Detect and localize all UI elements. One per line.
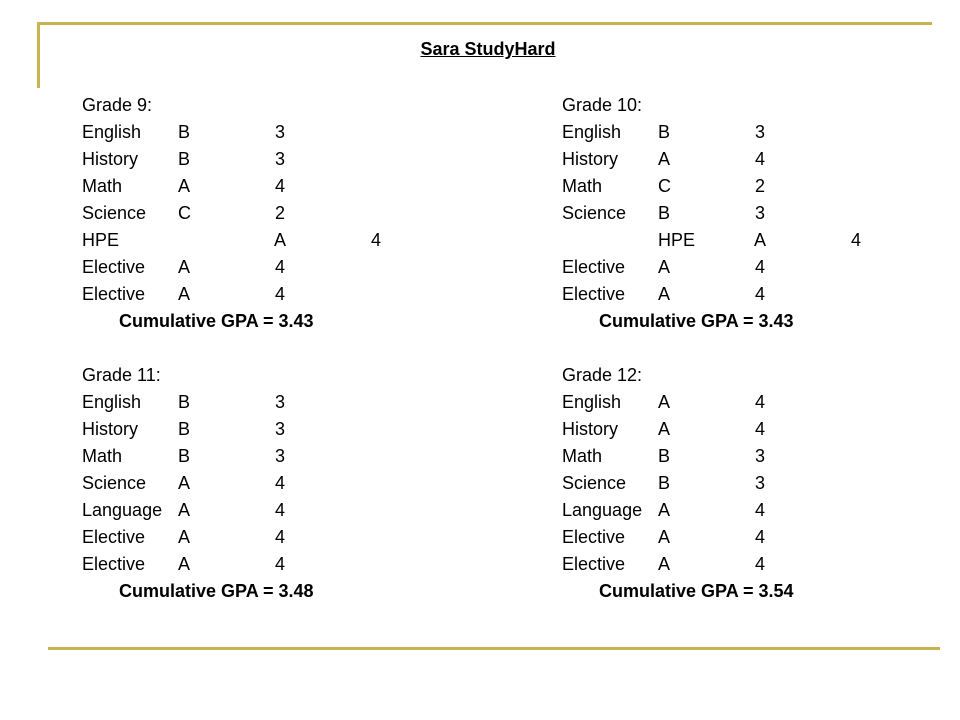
course-row: [562, 470, 794, 497]
course-subject: History: [562, 419, 619, 439]
course-letter-grade: A: [658, 419, 671, 439]
course-letter-grade: A: [658, 284, 671, 304]
top-rule: [40, 22, 932, 25]
course-subject: Language: [82, 500, 163, 520]
grade-label: Grade 11:: [82, 365, 161, 385]
course-subject: HPE: [658, 230, 696, 250]
grade-label: Grade 10:: [562, 95, 643, 115]
course-row: [82, 281, 314, 308]
course-grade-points: 4: [755, 554, 766, 574]
course-subject: English: [82, 392, 142, 412]
course-grade-points: 4: [371, 230, 382, 250]
cumulative-gpa: Cumulative GPA = 3.48: [119, 581, 314, 601]
course-grade-points: 4: [755, 527, 766, 547]
course-subject: Elective: [562, 527, 626, 547]
course-row: [562, 524, 794, 551]
course-row: [562, 254, 794, 281]
course-subject: Science: [562, 473, 627, 493]
course-grade-points: 3: [755, 122, 766, 142]
course-letter-grade: A: [274, 230, 287, 250]
cumulative-gpa: Cumulative GPA = 3.54: [599, 581, 794, 601]
course-row: [562, 416, 794, 443]
course-letter-grade: B: [658, 122, 671, 142]
course-subject: Science: [82, 203, 147, 223]
course-subject: English: [562, 392, 622, 412]
grade-block-10: [562, 92, 862, 335]
course-letter-grade: B: [178, 392, 191, 412]
course-row: [82, 524, 314, 551]
bottom-rule: [48, 647, 940, 650]
course-grade-points: 3: [755, 473, 766, 493]
course-grade-points: 4: [275, 473, 286, 493]
course-grade-points: 4: [275, 176, 286, 196]
course-row: [82, 173, 314, 200]
course-grade-points: 4: [755, 149, 766, 169]
course-subject: Elective: [562, 284, 626, 304]
grade-block-9: [82, 92, 382, 335]
course-letter-grade: B: [178, 149, 191, 169]
course-row: [562, 227, 862, 254]
course-subject: Math: [82, 446, 123, 466]
course-grade-points: 4: [275, 527, 286, 547]
course-row: [562, 497, 794, 524]
grade-label: Grade 9:: [82, 95, 153, 115]
course-letter-grade: A: [178, 284, 191, 304]
course-row: [82, 227, 382, 254]
course-subject: English: [82, 122, 142, 142]
course-grade-points: 3: [275, 122, 286, 142]
course-grade-points: 3: [275, 419, 286, 439]
course-grade-points: 4: [275, 284, 286, 304]
course-letter-grade: A: [178, 554, 191, 574]
course-letter-grade: A: [658, 500, 671, 520]
course-row: [82, 497, 314, 524]
course-letter-grade: B: [178, 446, 191, 466]
course-grade-points: 3: [755, 446, 766, 466]
cumulative-gpa: Cumulative GPA = 3.43: [599, 311, 794, 331]
course-letter-grade: A: [658, 149, 671, 169]
course-subject: Math: [82, 176, 123, 196]
course-row: [82, 254, 314, 281]
course-row: [562, 146, 794, 173]
course-subject: Elective: [562, 554, 626, 574]
course-letter-grade: A: [658, 527, 671, 547]
course-row: [562, 173, 794, 200]
course-grade-points: 4: [755, 419, 766, 439]
course-letter-grade: B: [658, 446, 671, 466]
course-letter-grade: B: [178, 419, 191, 439]
course-row: [562, 281, 794, 308]
course-grade-points: 3: [275, 392, 286, 412]
course-subject: Language: [562, 500, 643, 520]
course-subject: Elective: [82, 284, 146, 304]
course-subject: History: [562, 149, 619, 169]
course-row: [82, 470, 314, 497]
course-row: [562, 551, 794, 578]
course-grade-points: 4: [851, 230, 862, 250]
course-subject: HPE: [82, 230, 120, 250]
course-grade-points: 4: [755, 284, 766, 304]
course-subject: Science: [82, 473, 147, 493]
course-subject: History: [82, 419, 139, 439]
course-letter-grade: A: [178, 500, 191, 520]
course-grade-points: 2: [275, 203, 286, 223]
cumulative-gpa: Cumulative GPA = 3.43: [119, 311, 314, 331]
course-row: [82, 443, 314, 470]
course-grade-points: 4: [755, 257, 766, 277]
course-grade-points: 4: [755, 500, 766, 520]
course-row: [82, 200, 314, 227]
page-title: Sara StudyHard: [420, 39, 556, 59]
course-letter-grade: A: [178, 473, 191, 493]
course-letter-grade: A: [178, 257, 191, 277]
course-subject: History: [82, 149, 139, 169]
course-row: [82, 416, 314, 443]
course-grade-points: 4: [275, 554, 286, 574]
course-subject: Math: [562, 446, 603, 466]
course-letter-grade: B: [658, 473, 671, 493]
course-row: [82, 146, 314, 173]
course-grade-points: 3: [275, 149, 286, 169]
course-subject: Elective: [82, 257, 146, 277]
course-subject: Elective: [82, 527, 146, 547]
course-letter-grade: A: [178, 176, 191, 196]
course-row: [82, 551, 314, 578]
course-grade-points: 4: [275, 500, 286, 520]
course-subject: Math: [562, 176, 603, 196]
course-subject: Elective: [82, 554, 146, 574]
course-letter-grade: A: [178, 527, 191, 547]
course-letter-grade: A: [658, 257, 671, 277]
course-row: [562, 200, 794, 227]
course-letter-grade: C: [658, 176, 671, 196]
course-grade-points: 3: [755, 203, 766, 223]
course-row: [562, 389, 794, 416]
course-letter-grade: A: [754, 230, 767, 250]
course-subject: Science: [562, 203, 627, 223]
course-letter-grade: B: [178, 122, 191, 142]
grade-block-11: [82, 362, 314, 605]
course-row: [562, 443, 794, 470]
course-letter-grade: A: [658, 392, 671, 412]
course-subject: English: [562, 122, 622, 142]
course-grade-points: 3: [275, 446, 286, 466]
grade-label: Grade 12:: [562, 365, 643, 385]
grade-block-12: [562, 362, 794, 605]
course-letter-grade: B: [658, 203, 671, 223]
course-letter-grade: A: [658, 554, 671, 574]
course-grade-points: 2: [755, 176, 766, 196]
course-grade-points: 4: [275, 257, 286, 277]
course-row: [82, 389, 314, 416]
course-grade-points: 4: [755, 392, 766, 412]
course-letter-grade: C: [178, 203, 191, 223]
course-row: [82, 119, 314, 146]
course-row: [562, 119, 794, 146]
course-subject: Elective: [562, 257, 626, 277]
